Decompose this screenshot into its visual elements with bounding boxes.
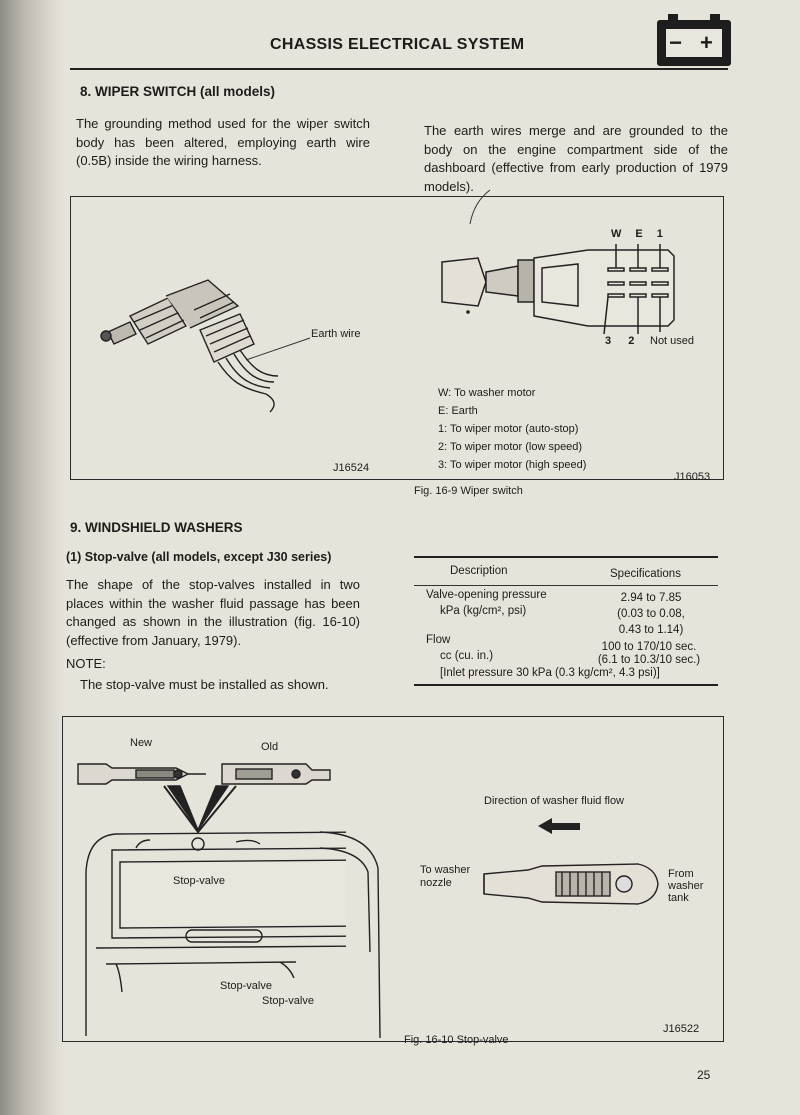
- stop-valve-label-top: Stop-valve: [173, 875, 225, 887]
- spec-row1-spec-line3: 0.43 to 1.14): [618, 624, 684, 636]
- terminal-1-label: 1: [656, 228, 677, 240]
- section-8-paragraph-left: The grounding method used for the wiper switch body has been altered, employing earth wire (0.5B) inside the wiring harness.: [76, 116, 370, 168]
- figure-16-10-caption: Fig. 16-10 Stop-valve: [404, 1034, 509, 1046]
- spec-row3-inlet-pressure: [Inlet pressure 30 kPa (0.3 kg/cm², 4.3 psi)]: [440, 667, 660, 679]
- section-8-paragraph-right: The earth wires merge and are grounded to the body on the engine compartment side of the dashboard (effective from early production of 1979 models).: [424, 123, 728, 194]
- section-9-heading: 9. WINDSHIELD WASHERS: [70, 520, 243, 535]
- spec-row2-description: [426, 632, 493, 664]
- terminal-e-label: E: [635, 228, 657, 240]
- from-washer-tank-label: From washer tank: [668, 868, 704, 904]
- terminal-3-label: 3: [605, 335, 612, 347]
- spec-row1-spec-line2: (0.03 to 0.08,: [617, 608, 685, 620]
- legend-item-3: 3: To wiper motor (high speed): [438, 459, 587, 471]
- legend-item-e: E: Earth: [438, 405, 478, 417]
- page-gutter-shadow: [0, 0, 64, 1115]
- terminal-legend: [438, 384, 586, 474]
- spec-col-specifications: Specifications: [610, 568, 681, 580]
- new-valve-label: New: [130, 737, 153, 749]
- section-9-paragraph: The shape of the stop-valves installed in two places within the washer fluid passage has been changed as shown in the illustration (fig. 16-10) (effective from January, 1979).: [66, 577, 360, 648]
- spec-row1-description: [426, 587, 547, 619]
- section-8-heading: 8. WIPER SWITCH (all models): [80, 84, 276, 99]
- spec-row1-desc-line2: kPa (kg/cm², psi): [440, 605, 527, 617]
- stop-valve-label-lower-2: Stop-valve: [262, 995, 314, 1007]
- stop-valve-detail-drawing: [478, 856, 664, 912]
- battery-post-icon: [668, 14, 678, 20]
- spec-table-top-rule: [414, 556, 718, 558]
- spec-row2-spec-line2: (6.1 to 10.3/10 sec.): [597, 654, 701, 666]
- leader-line: [460, 188, 500, 228]
- legend-item-1: 1: To wiper motor (auto-stop): [438, 423, 579, 435]
- flow-arrow-icon: [536, 816, 586, 838]
- old-valve-label: Old: [261, 741, 279, 753]
- wiper-switch-schematic: [438, 244, 698, 340]
- spec-table-header-rule: [414, 585, 718, 586]
- flow-direction-label: Direction of washer fluid flow: [484, 795, 625, 807]
- spec-row2-spec-line1: 100 to 170/10 sec.: [601, 641, 697, 653]
- not-used-label: Not used: [650, 335, 695, 347]
- note-text: The stop-valve must be installed as shown.: [80, 677, 329, 692]
- earth-wire-leader: [240, 334, 320, 364]
- spec-row2-desc-line2: cc (cu. in.): [440, 650, 494, 662]
- note-label: NOTE:: [66, 656, 106, 671]
- figure-16-9-caption: Fig. 16-9 Wiper switch: [414, 485, 523, 497]
- stop-valve-label-lower-1: Stop-valve: [220, 980, 272, 992]
- battery-symbol: − +: [666, 29, 722, 57]
- page-number: 25: [697, 1068, 711, 1082]
- terminal-labels: [611, 228, 677, 240]
- spec-col-description: Description: [450, 565, 508, 577]
- terminal-w-label: W: [611, 228, 636, 240]
- battery-post-icon: [710, 14, 720, 20]
- header-rule: [70, 68, 728, 70]
- spec-row1-specification: [596, 590, 706, 638]
- page-header-title: CHASSIS ELECTRICAL SYSTEM: [270, 36, 525, 53]
- figure-code-left: J16524: [333, 462, 370, 474]
- bottom-terminal-labels: [605, 335, 634, 347]
- spec-row2-specification: [586, 641, 712, 667]
- to-washer-nozzle-label: To washer nozzle: [420, 864, 471, 889]
- section-9-subheading: (1) Stop-valve (all models, except J30 series): [66, 550, 332, 564]
- terminal-2-label: 2: [628, 335, 635, 347]
- figure-code-16-10: J16522: [663, 1023, 700, 1035]
- spec-row1-spec-line1: 2.94 to 7.85: [620, 592, 682, 604]
- spec-row1-desc-line1: Valve-opening pressure: [426, 589, 547, 601]
- hood-right-edge: [320, 752, 390, 1042]
- earth-wire-label: Earth wire: [311, 328, 361, 340]
- spec-row2-desc-line1: Flow: [426, 634, 451, 646]
- figure-code-right: J16053: [674, 471, 711, 483]
- spec-table-bottom-rule: [414, 684, 718, 686]
- legend-item-w: W: To washer motor: [438, 387, 536, 399]
- legend-item-2: 2: To wiper motor (low speed): [438, 441, 583, 453]
